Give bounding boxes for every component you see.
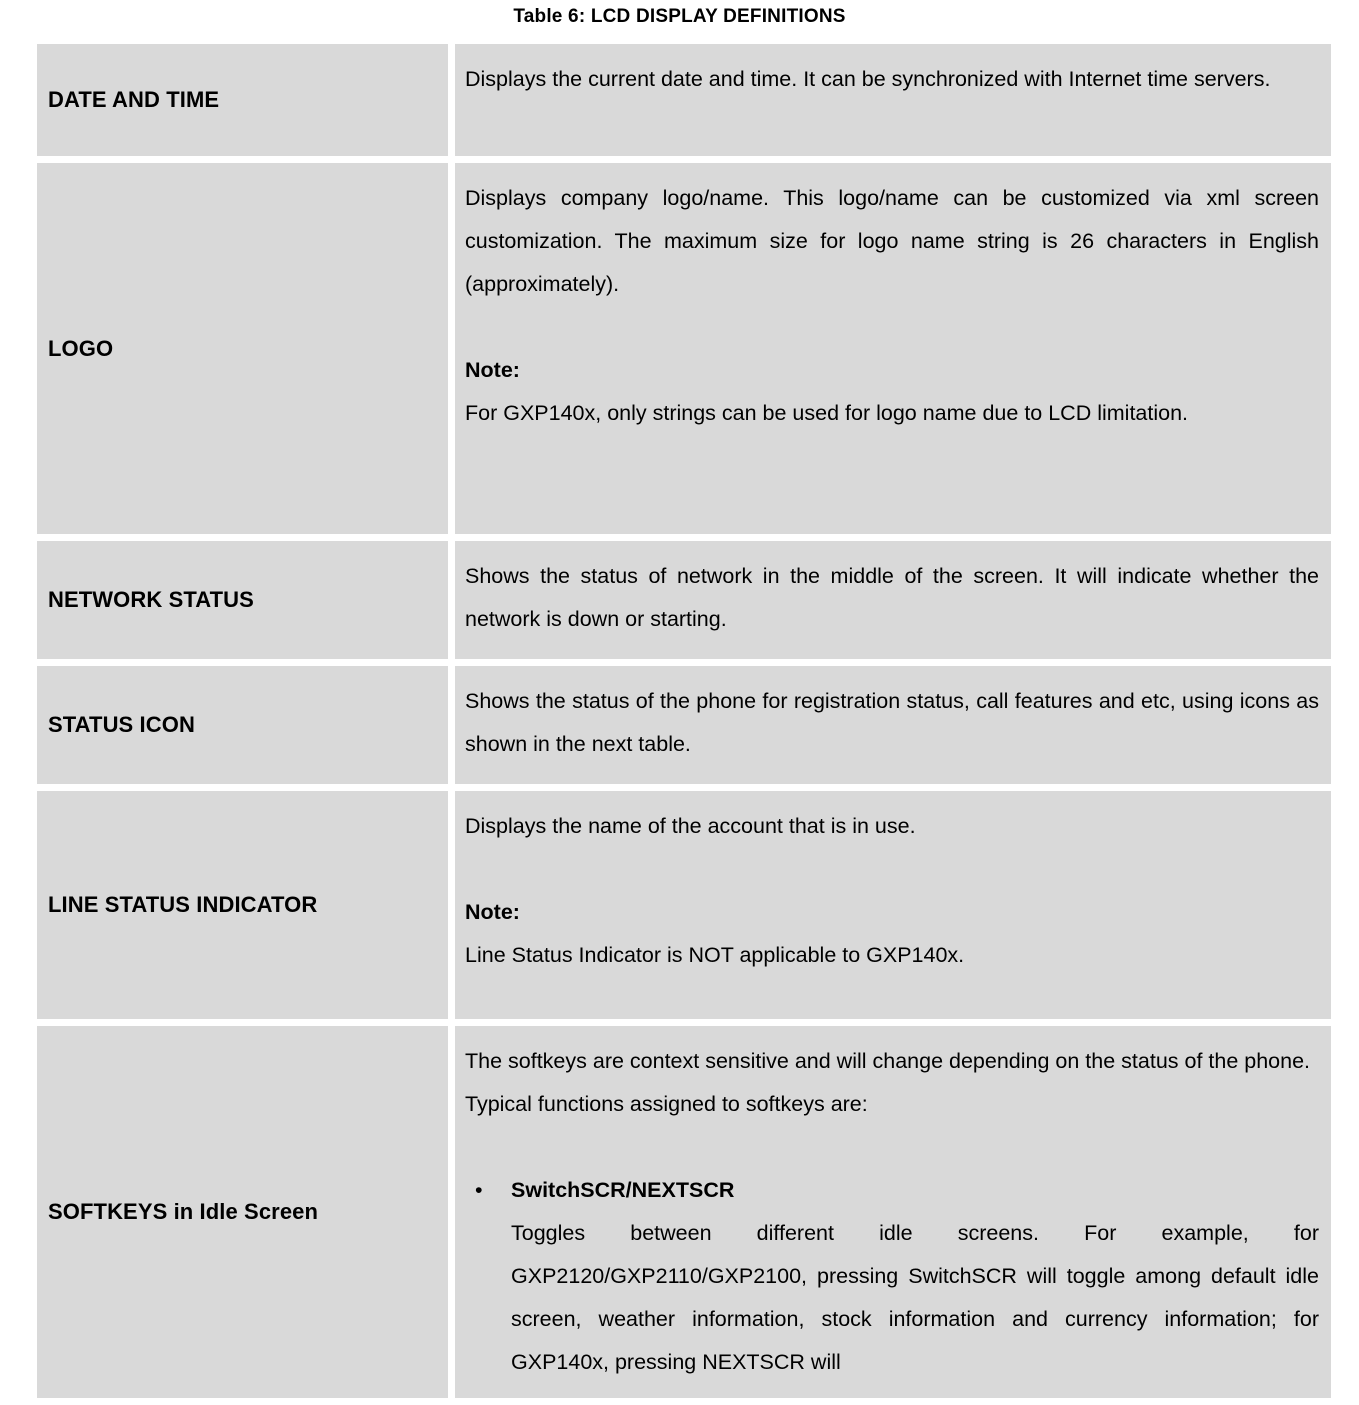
- lcd-display-definitions-table: [30, 37, 1338, 1405]
- table-row: [37, 163, 1331, 534]
- note-paragraph: Line Status Indicator is NOT applicable to GXP140x.: [465, 943, 965, 967]
- note-label: Note:: [465, 900, 520, 924]
- description-paragraph: Shows the status of the phone for registration status, call features and etc, using icons as shown in the next table.: [465, 689, 1319, 756]
- bullet-paragraph: Toggles between different idle screens. For example, for GXP2120/GXP2110/GXP2100, pressing SwitchSCR will toggle among default idle screen, weather information, stock information and currency information; for GXP140x, pressing NEXTSCR will: [511, 1221, 1319, 1374]
- description-paragraph: The softkeys are context sensitive and will change depending on the status of the phone. Typical functions assigned to softkeys are:: [465, 1049, 1311, 1116]
- table-row: [37, 791, 1331, 1019]
- description-paragraph: Displays the name of the account that is in use.: [465, 814, 916, 838]
- description-paragraph: Shows the status of network in the middle of the screen. It will indicate whether the network is down or starting.: [465, 564, 1319, 631]
- bullet-title: SwitchSCR/NEXTSCR: [511, 1178, 735, 1202]
- bullet-list-item: [465, 1169, 1319, 1384]
- row-label-cell: [37, 541, 448, 659]
- row-label: LOGO: [48, 335, 114, 361]
- row-label: SOFTKEYS in Idle Screen: [48, 1199, 319, 1225]
- table-row: [37, 1026, 1331, 1398]
- row-label: LINE STATUS INDICATOR: [48, 892, 318, 918]
- row-label-cell: [37, 791, 448, 1019]
- row-label: STATUS ICON: [48, 712, 195, 738]
- table-body: [37, 44, 1331, 1398]
- table-caption: Table 6: LCD DISPLAY DEFINITIONS: [513, 6, 846, 27]
- paragraph-spacer: [465, 1126, 1319, 1169]
- row-description-cell: [455, 44, 1331, 156]
- row-label-cell: [37, 163, 448, 534]
- row-description-cell: [455, 163, 1331, 534]
- description-paragraph: Displays the current date and time. It can be synchronized with Internet time servers.: [465, 67, 1271, 91]
- paragraph-spacer: [465, 306, 1319, 349]
- row-label: NETWORK STATUS: [48, 587, 254, 613]
- row-label-cell: [37, 1026, 448, 1398]
- row-label-cell: [37, 666, 448, 784]
- paragraph-spacer: [465, 848, 1319, 891]
- note-label: Note:: [465, 358, 520, 382]
- row-description-cell: [455, 666, 1331, 784]
- description-paragraph: Displays company logo/name. This logo/name can be customized via xml screen customization. The maximum size for logo name string is 26 characters in English (approximately).: [465, 186, 1319, 296]
- row-description-cell: [455, 791, 1331, 1019]
- row-label: DATE AND TIME: [48, 87, 220, 113]
- note-paragraph: For GXP140x, only strings can be used for logo name due to LCD limitation.: [465, 401, 1189, 425]
- table-row: [37, 44, 1331, 156]
- row-description-cell: [455, 541, 1331, 659]
- row-description-cell: [455, 1026, 1331, 1398]
- table-row: [37, 541, 1331, 659]
- bullet-point-icon: •: [475, 1178, 483, 1202]
- row-label-cell: [37, 44, 448, 156]
- bullet-content: [511, 1169, 1319, 1384]
- table-row: [37, 666, 1331, 784]
